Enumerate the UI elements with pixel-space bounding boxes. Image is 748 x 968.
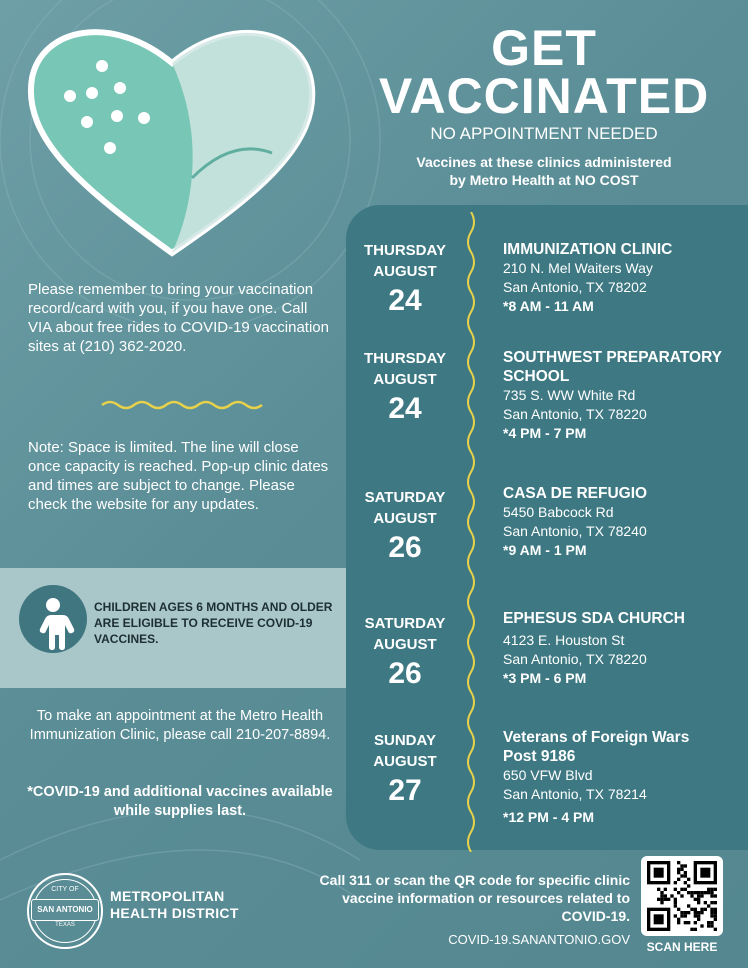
appointment-text: To make an appointment at the Metro Health Immunization Clinic, please call 210-207-8894. xyxy=(29,708,331,743)
clinic-address-2: San Antonio, TX 78202 xyxy=(503,279,647,295)
children-eligibility-text: CHILDREN AGES 6 MONTHS AND OLDER ARE ELIGIBLE TO RECEIVE COVID-19 VACCINES. xyxy=(94,600,333,646)
clinic-time: *3 PM - 6 PM xyxy=(503,670,587,686)
clinic-name: CASA DE REFUGIO xyxy=(503,485,648,502)
clinic-time: *8 AM - 11 AM xyxy=(503,298,594,314)
clinic-day-number: 24 xyxy=(388,392,422,425)
clinic-time: *9 AM - 1 PM xyxy=(503,542,587,558)
seal-bottom-text: TEXAS xyxy=(55,922,75,928)
clinic-venue xyxy=(503,484,743,560)
clinic-address-2: San Antonio, TX 78240 xyxy=(503,523,647,539)
supplies-note: *COVID-19 and additional vaccines available while supplies last. xyxy=(27,784,333,819)
clinic-venue xyxy=(503,348,743,443)
clinic-day: THURSDAY xyxy=(364,242,446,259)
squiggle-divider xyxy=(100,397,265,413)
clinic-date xyxy=(350,730,460,808)
title-get: GET xyxy=(491,20,597,76)
clinic-venue xyxy=(503,609,743,688)
clinic-address-1: 650 VFW Blvd xyxy=(503,767,593,783)
clinic-name: EPHESUS SDA CHURCH xyxy=(503,610,686,627)
clinic-day-number: 24 xyxy=(388,284,422,317)
website-link[interactable]: COVID-19.SANANTONIO.GOV xyxy=(448,932,630,947)
child-icon xyxy=(19,585,87,653)
clinic-day: SUNDAY xyxy=(374,732,436,749)
org-line-1: METROPOLITAN xyxy=(110,888,225,904)
clinic-venue xyxy=(503,240,743,316)
remember-text: Please remember to bring your vaccination record/card with you, if you have one. Call VIA about free rides to COVID-19 vaccination sites at (210) 362-2020. xyxy=(28,281,329,355)
clinic-month: AUGUST xyxy=(373,636,437,653)
title-vaccinated: VACCINATED xyxy=(378,68,710,124)
admin-note xyxy=(340,153,748,189)
clinic-date xyxy=(350,348,460,426)
note-text: Note: Space is limited. The line will close once capacity is reached. Pop-up clinic dates and times are subject to change. Please check the website for any updates. xyxy=(28,439,329,513)
org-name xyxy=(110,888,240,922)
clinic-month: AUGUST xyxy=(373,371,437,388)
call-311-text: Call 311 or scan the QR code for specific clinic vaccine information or resources related to COVID-19. xyxy=(319,872,630,924)
scan-here-label: SCAN HERE xyxy=(646,940,718,954)
clinic-time: *4 PM - 7 PM xyxy=(503,425,587,441)
clinic-day: THURSDAY xyxy=(364,350,446,367)
qr-code[interactable] xyxy=(641,856,723,936)
clinic-address-2: San Antonio, TX 78220 xyxy=(503,406,647,422)
clinic-name: Veterans of Foreign Wars Post 9186 xyxy=(503,729,690,765)
clinic-day-number: 26 xyxy=(388,657,422,690)
clinic-name: SOUTHWEST PREPARATORY SCHOOL xyxy=(503,349,722,385)
admin-line-2: by Metro Health at NO COST xyxy=(449,172,639,188)
bandage-heart-icon xyxy=(22,18,322,263)
clinic-month: AUGUST xyxy=(373,510,437,527)
clinic-day: SATURDAY xyxy=(364,615,446,632)
clinic-address-1: 210 N. Mel Waiters Way xyxy=(503,260,653,276)
clinic-address-1: 5450 Babcock Rd xyxy=(503,504,614,520)
clinic-name: IMMUNIZATION CLINIC xyxy=(503,241,673,258)
clinic-day: SATURDAY xyxy=(364,489,446,506)
clinic-date xyxy=(350,613,460,691)
clinic-address-1: 735 S. WW White Rd xyxy=(503,387,636,403)
clinic-time: *12 PM - 4 PM xyxy=(503,809,595,825)
clinic-date xyxy=(350,487,460,565)
clinic-address-2: San Antonio, TX 78220 xyxy=(503,651,647,667)
clinic-date xyxy=(350,240,460,318)
no-appointment-subtitle: NO APPOINTMENT NEEDED xyxy=(430,124,658,143)
clinic-address-1: 4123 E. Houston St xyxy=(503,632,625,648)
qr-code-icon xyxy=(646,861,718,931)
clinic-day-number: 27 xyxy=(388,774,422,807)
admin-line-1: Vaccines at these clinics administered xyxy=(416,154,672,170)
clinic-month: AUGUST xyxy=(373,263,437,280)
seal-banner: SAN ANTONIO xyxy=(31,899,99,921)
clinic-day-number: 26 xyxy=(388,531,422,564)
clinic-venue xyxy=(503,728,743,827)
schedule-divider xyxy=(459,212,483,852)
clinic-month: AUGUST xyxy=(373,753,437,770)
org-line-2: HEALTH DISTRICT xyxy=(110,905,239,921)
seal-top-text: CITY OF xyxy=(51,886,79,893)
clinic-address-2: San Antonio, TX 78214 xyxy=(503,786,647,802)
